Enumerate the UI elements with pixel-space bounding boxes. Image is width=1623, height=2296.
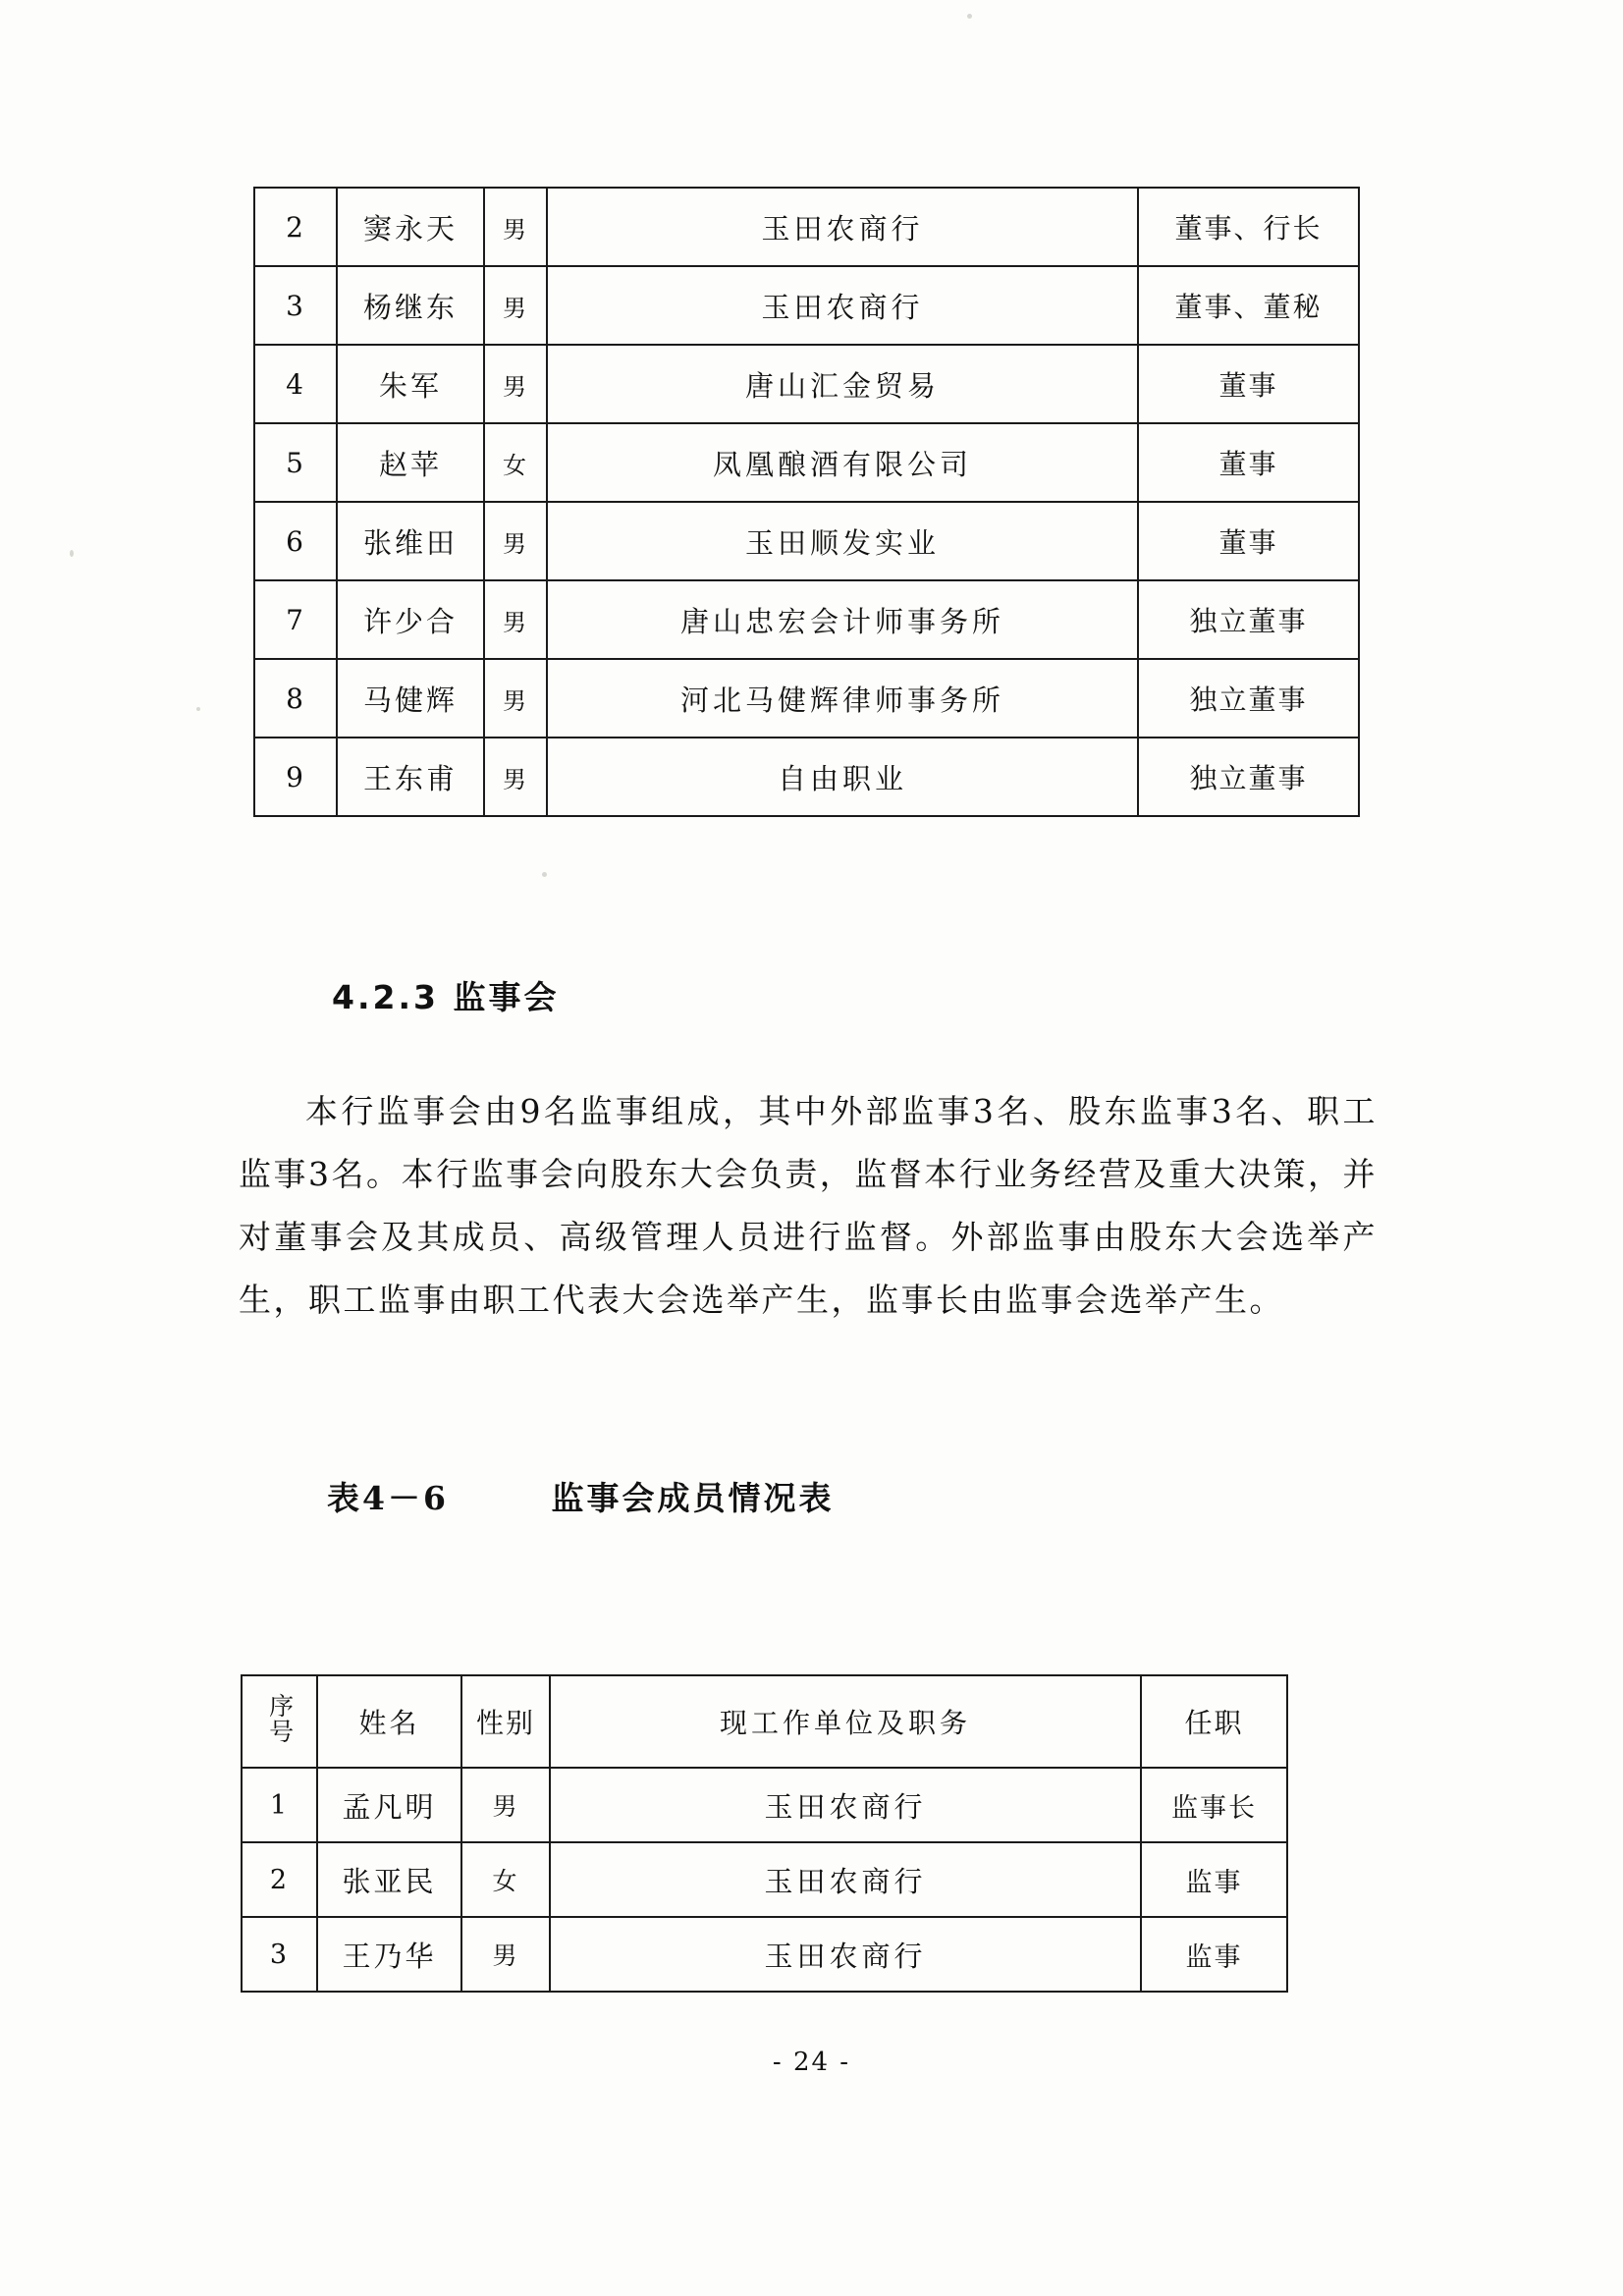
cell-org: 凤凰酿酒有限公司 [547, 423, 1138, 502]
table-row [242, 1768, 1287, 1842]
table-row [254, 423, 1359, 502]
cell-sex: 女 [461, 1842, 550, 1917]
cell-post: 董事 [1138, 345, 1359, 423]
cell-org: 唐山忠宏会计师事务所 [547, 580, 1138, 659]
cell-org: 玉田农商行 [547, 188, 1138, 266]
cell-sex: 女 [484, 423, 547, 502]
cell-name: 张亚民 [317, 1842, 461, 1917]
board-table-body [254, 188, 1359, 816]
table-row [254, 188, 1359, 266]
cell-no: 2 [242, 1842, 317, 1917]
cell-sex: 男 [484, 738, 547, 816]
cell-sex: 男 [484, 659, 547, 738]
scan-speck [196, 707, 200, 711]
cell-no: 5 [254, 423, 337, 502]
cell-name: 许少合 [337, 580, 484, 659]
cell-org: 玉田农商行 [550, 1917, 1141, 1992]
header-sex: 性别 [461, 1675, 550, 1768]
cell-org: 唐山汇金贸易 [547, 345, 1138, 423]
header-org: 现工作单位及职务 [550, 1675, 1141, 1768]
cell-post: 监事 [1141, 1842, 1287, 1917]
cell-post: 独立董事 [1138, 580, 1359, 659]
cell-org: 玉田农商行 [550, 1768, 1141, 1842]
cell-name: 窦永天 [337, 188, 484, 266]
cell-sex: 男 [484, 502, 547, 580]
section-heading: 4.2.3 监事会 [332, 978, 560, 1016]
cell-name: 马健辉 [337, 659, 484, 738]
header-post: 任职 [1141, 1675, 1287, 1768]
cell-org: 玉田农商行 [550, 1842, 1141, 1917]
cell-post: 独立董事 [1138, 659, 1359, 738]
table-row [254, 266, 1359, 345]
cell-post: 监事 [1141, 1917, 1287, 1992]
cell-sex: 男 [461, 1768, 550, 1842]
header-no-line1: 序号 [265, 1693, 295, 1745]
table-caption-title: 监事会成员情况表 [551, 1479, 835, 1517]
cell-no: 7 [254, 580, 337, 659]
board-members-table [253, 187, 1360, 817]
cell-no: 2 [254, 188, 337, 266]
cell-no: 3 [254, 266, 337, 345]
cell-name: 王东甫 [337, 738, 484, 816]
supervisor-table-body [242, 1675, 1287, 1992]
cell-sex: 男 [461, 1917, 550, 1992]
table-row [242, 1917, 1287, 1992]
cell-org: 河北马健辉律师事务所 [547, 659, 1138, 738]
scan-speck [70, 550, 74, 557]
cell-org: 玉田顺发实业 [547, 502, 1138, 580]
cell-no: 3 [242, 1917, 317, 1992]
cell-no: 9 [254, 738, 337, 816]
cell-name: 孟凡明 [317, 1768, 461, 1842]
cell-post: 董事、行长 [1138, 188, 1359, 266]
cell-name: 赵苹 [337, 423, 484, 502]
header-no [242, 1675, 317, 1768]
cell-org: 自由职业 [547, 738, 1138, 816]
table-row [254, 580, 1359, 659]
cell-post: 董事 [1138, 502, 1359, 580]
supervisor-members-table [241, 1674, 1288, 1993]
cell-post: 董事、董秘 [1138, 266, 1359, 345]
section-paragraph: 本行监事会由9名监事组成，其中外部监事3名、股东监事3名、职工监事3名。本行监事会向股东大会负责，监督本行业务经营及重大决策，并对董事会及其成员、高级管理人员进行监督。外部监事由股东大会选举产生，职工监事由职工代表大会选举产生，监事长由监事会选举产生。 [239, 1092, 1378, 1319]
cell-name: 王乃华 [317, 1917, 461, 1992]
cell-no: 4 [254, 345, 337, 423]
cell-post: 董事 [1138, 423, 1359, 502]
table-caption-label: 表4－6 [327, 1479, 449, 1517]
table-row [254, 345, 1359, 423]
cell-sex: 男 [484, 580, 547, 659]
table-header-row [242, 1675, 1287, 1768]
table-row [254, 738, 1359, 816]
cell-no: 6 [254, 502, 337, 580]
cell-sex: 男 [484, 266, 547, 345]
scan-speck [542, 872, 547, 877]
cell-no: 1 [242, 1768, 317, 1842]
cell-name: 张维田 [337, 502, 484, 580]
table-row [242, 1842, 1287, 1917]
cell-no: 8 [254, 659, 337, 738]
table-row [254, 659, 1359, 738]
cell-post: 监事长 [1141, 1768, 1287, 1842]
cell-sex: 男 [484, 188, 547, 266]
page-number: - 24 - [772, 2048, 851, 2077]
table-caption [327, 1473, 834, 1519]
cell-sex: 男 [484, 345, 547, 423]
table-row [254, 502, 1359, 580]
cell-name: 杨继东 [337, 266, 484, 345]
scan-speck [967, 14, 972, 19]
cell-name: 朱军 [337, 345, 484, 423]
cell-post: 独立董事 [1138, 738, 1359, 816]
cell-org: 玉田农商行 [547, 266, 1138, 345]
header-name: 姓名 [317, 1675, 461, 1768]
